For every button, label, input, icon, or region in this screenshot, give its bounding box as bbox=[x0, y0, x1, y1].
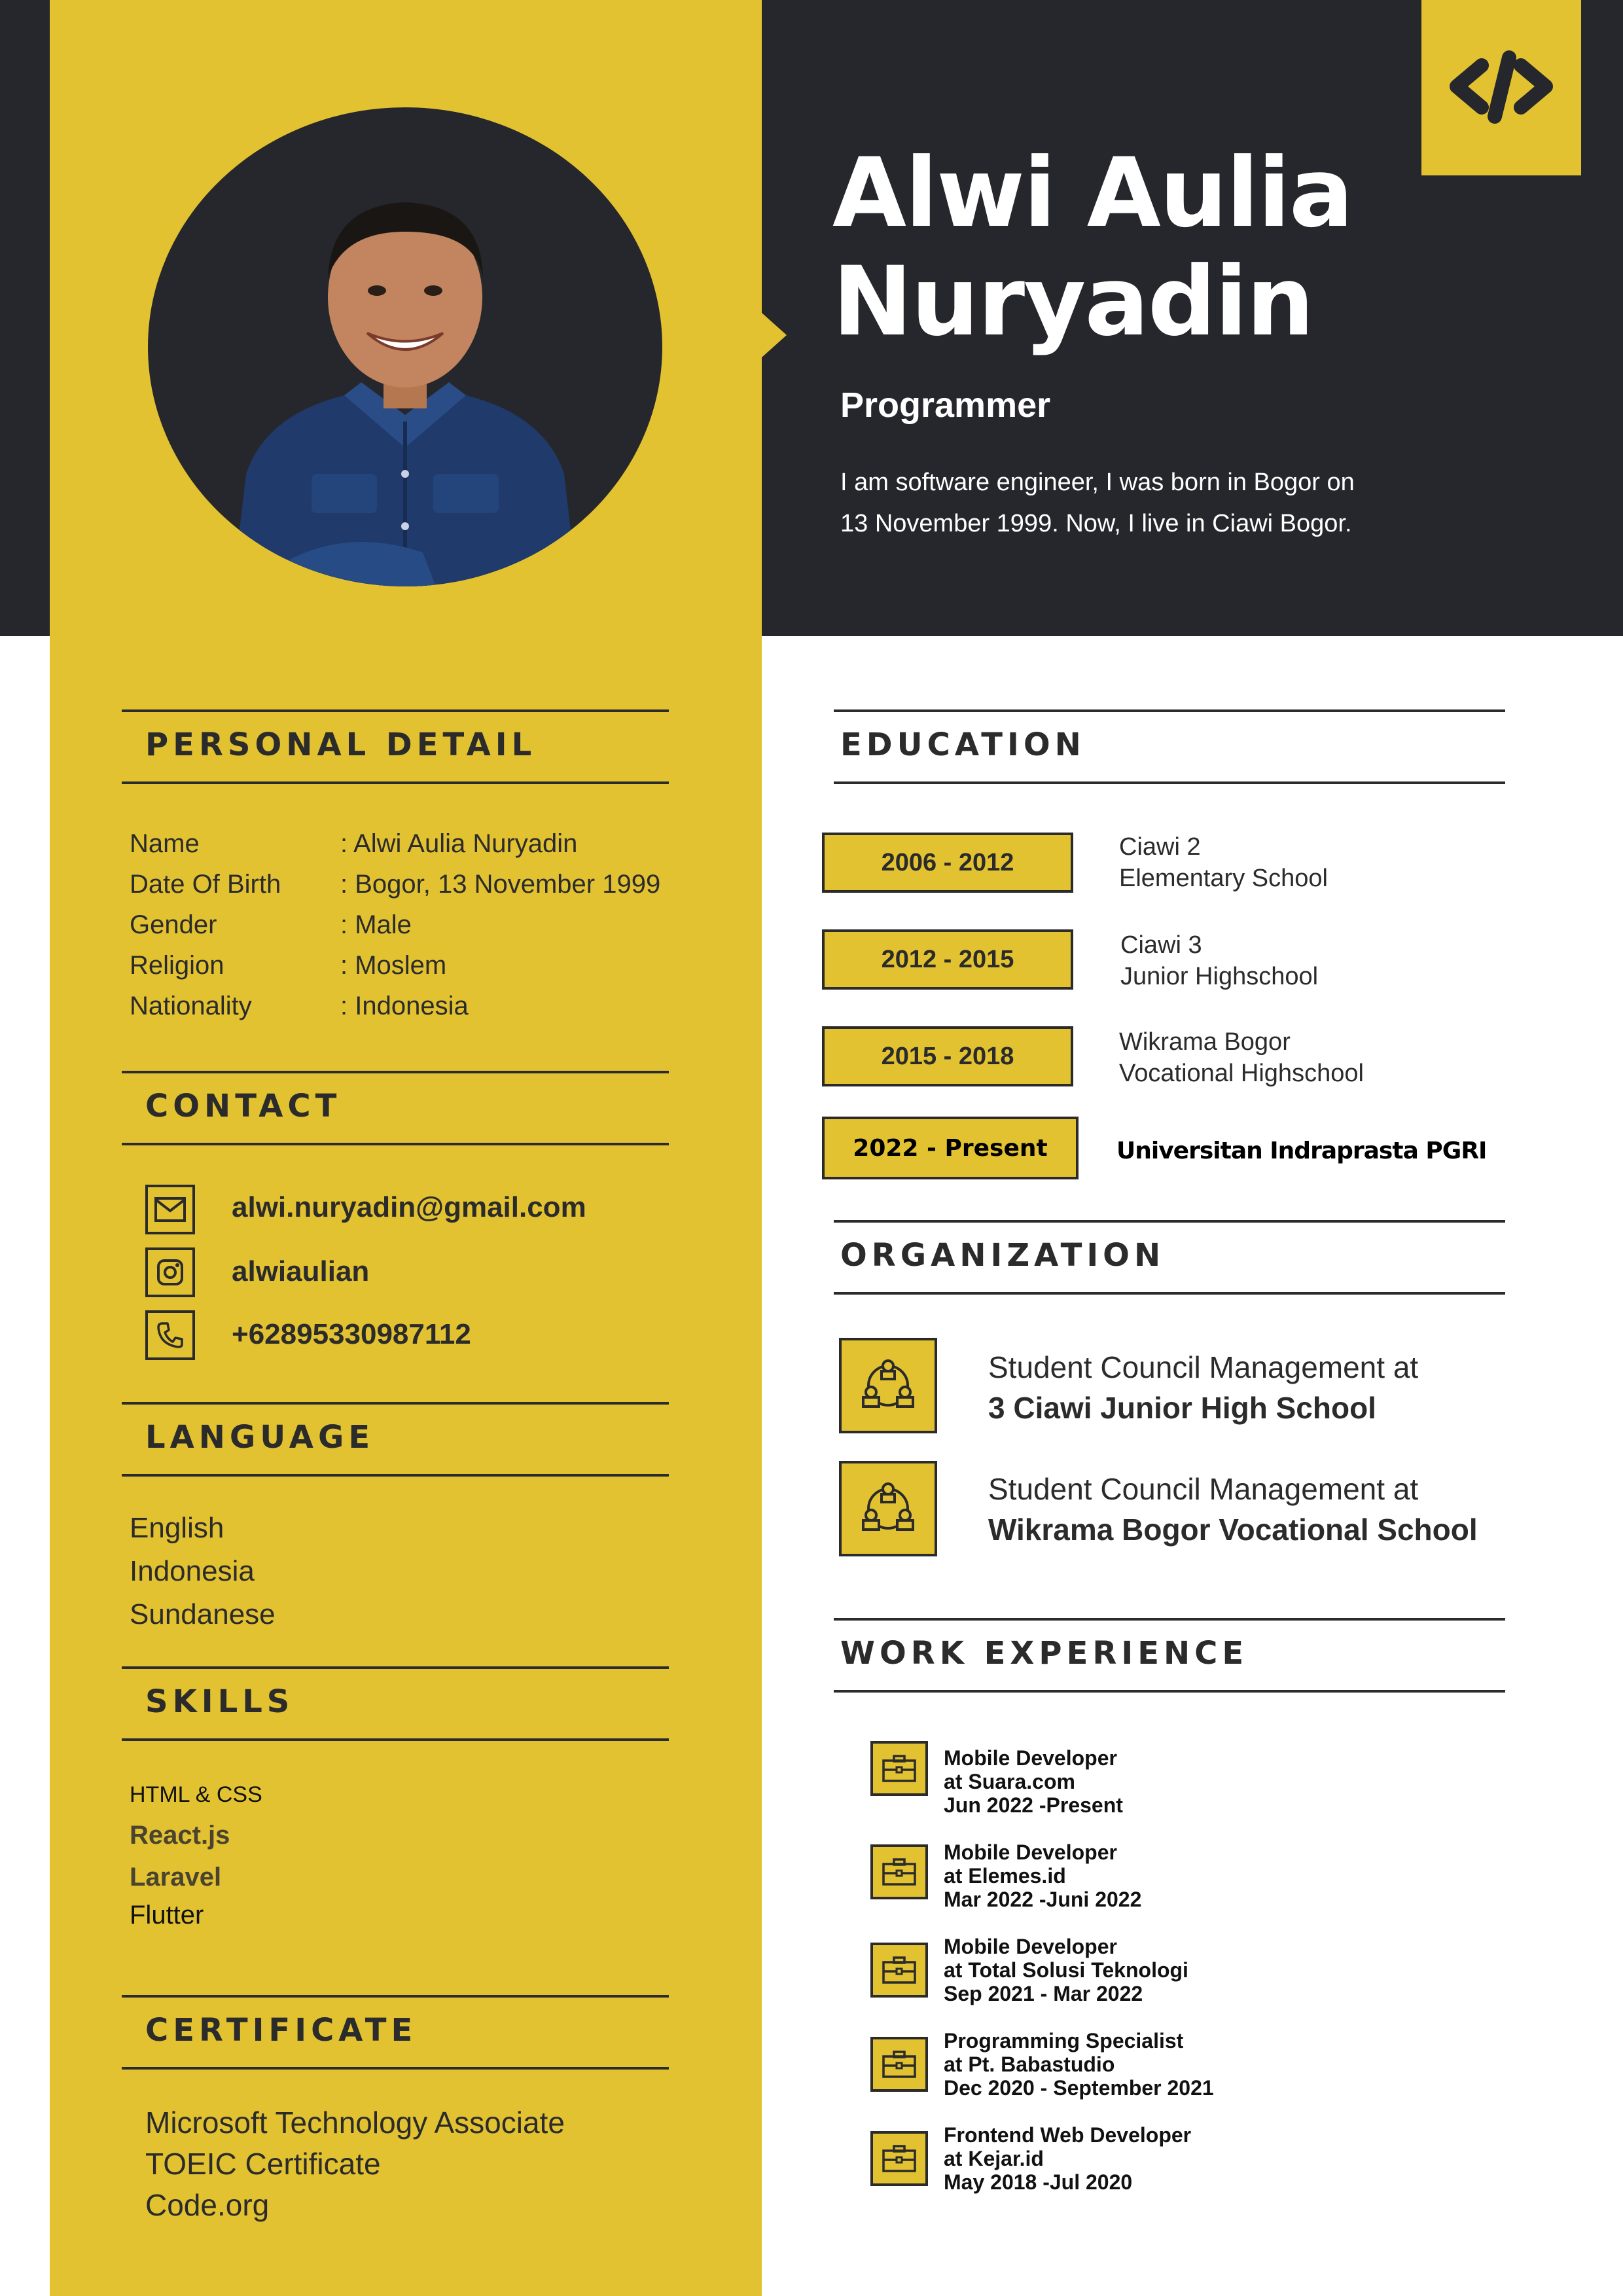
work-role: Programming Specialist bbox=[944, 2029, 1184, 2053]
organization-role: Student Council Management at bbox=[988, 1350, 1419, 1384]
skills-heading: SKILLS bbox=[145, 1683, 294, 1720]
work-item bbox=[944, 1840, 1141, 1911]
divider bbox=[122, 1666, 669, 1669]
language-item: Sundanese bbox=[130, 1598, 276, 1630]
education-years-badge: 2015 - 2018 bbox=[822, 1026, 1073, 1086]
divider bbox=[834, 709, 1505, 712]
divider bbox=[122, 1995, 669, 1998]
work-experience-heading: WORK EXPERIENCE bbox=[840, 1635, 1249, 1672]
profile-photo bbox=[148, 107, 662, 586]
school-name-line: Ciawi 3 bbox=[1120, 931, 1202, 959]
organization-role: Student Council Management at bbox=[988, 1472, 1419, 1506]
skill-item: HTML & CSS bbox=[130, 1782, 262, 1807]
bio-line-1: I am software engineer, I was born in Bogor on bbox=[840, 469, 1355, 496]
organization-item bbox=[988, 1347, 1418, 1428]
full-name bbox=[832, 139, 1352, 356]
detail-value: : Moslem bbox=[340, 951, 447, 980]
divider bbox=[122, 1474, 669, 1477]
work-period: Mar 2022 -Juni 2022 bbox=[944, 1888, 1142, 1911]
briefcase-icon bbox=[870, 1844, 928, 1899]
organization-place: Wikrama Bogor Vocational School bbox=[988, 1513, 1478, 1547]
name-line-1: Alwi Aulia bbox=[832, 137, 1353, 249]
divider bbox=[122, 1402, 669, 1405]
skill-item: Laravel bbox=[130, 1863, 222, 1892]
work-company: at Kejar.id bbox=[944, 2147, 1044, 2170]
detail-row bbox=[130, 823, 705, 864]
certificate-item: Microsoft Technology Associate bbox=[145, 2106, 565, 2140]
team-icon bbox=[839, 1461, 937, 1556]
detail-row bbox=[130, 864, 705, 905]
organization-place: 3 Ciawi Junior High School bbox=[988, 1391, 1376, 1425]
certificate-item: TOEIC Certificate bbox=[145, 2147, 381, 2181]
school-name-line: Ciawi 2 bbox=[1119, 833, 1201, 861]
work-company: at Suara.com bbox=[944, 1770, 1075, 1793]
detail-row bbox=[130, 986, 705, 1026]
education-years-badge: 2012 - 2015 bbox=[822, 929, 1073, 990]
education-years-badge: 2022 - Present bbox=[822, 1117, 1079, 1179]
phone-icon bbox=[145, 1310, 195, 1360]
briefcase-icon bbox=[870, 2037, 928, 2092]
organization-item bbox=[988, 1469, 1478, 1550]
work-item bbox=[944, 1746, 1123, 1817]
bio-line-2: 13 November 1999. Now, I live in Ciawi Bogor. bbox=[840, 510, 1352, 537]
person-illustration bbox=[148, 107, 662, 586]
job-title: Programmer bbox=[840, 386, 1051, 425]
work-period: Sep 2021 - Mar 2022 bbox=[944, 1982, 1143, 2005]
work-item bbox=[944, 2123, 1191, 2194]
work-role: Mobile Developer bbox=[944, 1840, 1117, 1864]
education-heading: EDUCATION bbox=[840, 726, 1086, 763]
divider bbox=[122, 1738, 669, 1741]
sidebar-pointer bbox=[762, 313, 787, 357]
work-company: at Pt. Babastudio bbox=[944, 2053, 1115, 2076]
school-name-line: Wikrama Bogor bbox=[1119, 1028, 1291, 1056]
school-name-line: Elementary School bbox=[1119, 865, 1328, 892]
work-company: at Elemes.id bbox=[944, 1864, 1066, 1888]
divider bbox=[834, 1220, 1505, 1223]
education-school: Universitan Indraprasta PGRI bbox=[1116, 1138, 1487, 1164]
detail-value: : Indonesia bbox=[340, 992, 469, 1020]
work-item bbox=[944, 1935, 1188, 2005]
mail-icon bbox=[145, 1185, 195, 1234]
briefcase-icon bbox=[870, 2131, 928, 2186]
bio bbox=[840, 462, 1455, 545]
divider bbox=[122, 1143, 669, 1145]
work-company: at Total Solusi Teknologi bbox=[944, 1958, 1188, 1982]
email-link[interactable]: alwi.nuryadin@gmail.com bbox=[232, 1191, 586, 1223]
language-item: Indonesia bbox=[130, 1555, 255, 1587]
certificate-list bbox=[145, 2102, 565, 2226]
instagram-link[interactable]: alwiaulian bbox=[232, 1255, 370, 1287]
education-years-badge: 2006 - 2012 bbox=[822, 833, 1073, 893]
personal-detail-list bbox=[130, 823, 705, 1026]
logo-box bbox=[1421, 0, 1581, 175]
detail-row bbox=[130, 905, 705, 945]
certificate-item: Code.org bbox=[145, 2188, 270, 2222]
skills-list bbox=[130, 1775, 262, 1932]
detail-label: Name bbox=[130, 829, 200, 858]
certificate-heading: CERTIFICATE bbox=[145, 2012, 418, 2049]
school-name-line: Vocational Highschool bbox=[1119, 1060, 1364, 1087]
team-icon bbox=[839, 1338, 937, 1433]
divider bbox=[122, 2067, 669, 2070]
education-school bbox=[1120, 929, 1318, 992]
personal-detail-heading: PERSONAL DETAIL bbox=[145, 726, 537, 763]
divider bbox=[122, 709, 669, 712]
divider bbox=[122, 1071, 669, 1073]
education-school bbox=[1119, 831, 1328, 894]
work-period: May 2018 -Jul 2020 bbox=[944, 2170, 1133, 2194]
work-period: Jun 2022 -Present bbox=[944, 1793, 1123, 1817]
briefcase-icon bbox=[870, 1741, 928, 1796]
detail-value: : Bogor, 13 November 1999 bbox=[340, 870, 661, 899]
divider bbox=[834, 781, 1505, 784]
work-period: Dec 2020 - September 2021 bbox=[944, 2076, 1214, 2100]
language-heading: LANGUAGE bbox=[145, 1419, 375, 1456]
skill-item: Flutter bbox=[130, 1901, 204, 1929]
school-name-line: Junior Highschool bbox=[1120, 963, 1319, 990]
divider bbox=[834, 1292, 1505, 1295]
detail-row bbox=[130, 945, 705, 986]
name-line-2: Nuryadin bbox=[832, 246, 1313, 357]
divider bbox=[122, 781, 669, 784]
detail-value: : Male bbox=[340, 910, 412, 939]
education-school bbox=[1119, 1026, 1364, 1089]
work-role: Mobile Developer bbox=[944, 1746, 1117, 1770]
briefcase-icon bbox=[870, 1943, 928, 1998]
detail-label: Nationality bbox=[130, 992, 252, 1020]
detail-label: Date Of Birth bbox=[130, 870, 281, 899]
divider bbox=[834, 1690, 1505, 1693]
divider bbox=[834, 1618, 1505, 1621]
work-role: Mobile Developer bbox=[944, 1935, 1117, 1958]
skill-item: React.js bbox=[130, 1821, 230, 1850]
language-item: English bbox=[130, 1512, 224, 1544]
contact-heading: CONTACT bbox=[145, 1088, 342, 1124]
code-icon bbox=[1421, 0, 1581, 175]
work-role: Frontend Web Developer bbox=[944, 2123, 1192, 2147]
organization-heading: ORGANIZATION bbox=[840, 1237, 1166, 1274]
phone-link[interactable]: +62895330987112 bbox=[232, 1318, 471, 1350]
detail-label: Religion bbox=[130, 951, 224, 980]
language-list bbox=[130, 1507, 276, 1636]
detail-label: Gender bbox=[130, 910, 217, 939]
detail-value: : Alwi Aulia Nuryadin bbox=[340, 829, 578, 858]
instagram-icon bbox=[145, 1247, 195, 1297]
work-item bbox=[944, 2029, 1214, 2100]
